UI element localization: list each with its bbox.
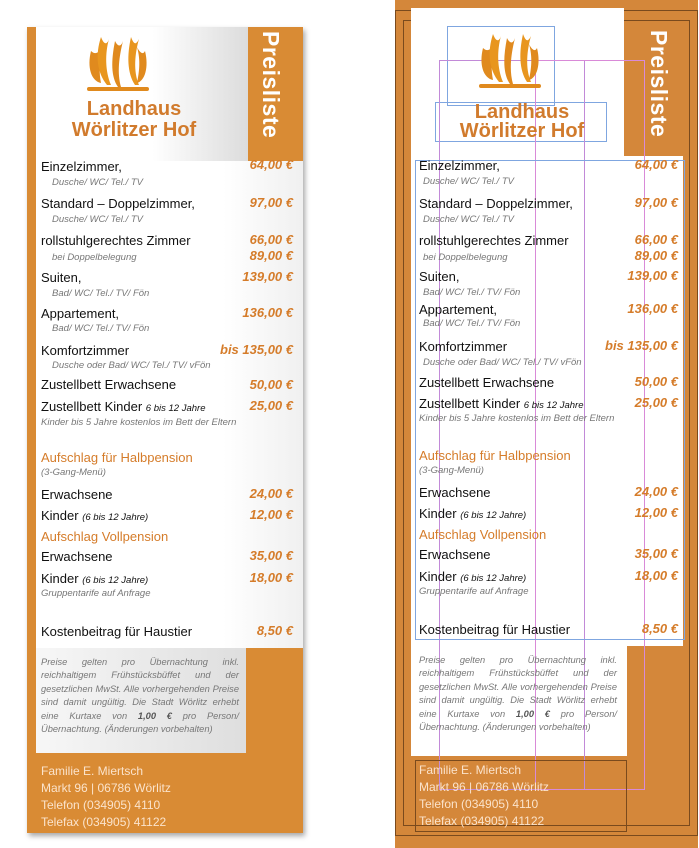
room-name: Standard – Doppelzimmer, <box>41 196 195 211</box>
room-name: rollstuhlgerechtes Zimmer <box>41 233 191 248</box>
room-details: Dusche/ WC/ Tel./ TV <box>423 214 514 225</box>
room-price: 66,00 € <box>634 232 678 247</box>
room-details: bei Doppelbelegung <box>423 252 508 263</box>
notice-amount: 1,00 € <box>137 710 172 721</box>
kids-price: 12,00 € <box>634 505 678 520</box>
room-name: Einzelzimmer, <box>419 158 500 173</box>
room-price: bis 135,00 € <box>605 338 678 353</box>
kids-price: 18,00 € <box>249 570 293 585</box>
adults-label: Erwachsene <box>41 549 113 564</box>
adults-label: Erwachsene <box>419 547 491 562</box>
room-name: Zustellbett Erwachsene <box>41 377 177 392</box>
room-name: Appartement, <box>419 302 498 317</box>
contact-name: Familie E. Miertsch <box>41 764 144 778</box>
kids-label-text: Kinder <box>41 571 79 586</box>
pet-price: 8,50 € <box>641 621 678 636</box>
room-price: 139,00 € <box>242 269 293 284</box>
room-price: 66,00 € <box>249 232 293 247</box>
kids-label-text: Kinder <box>419 569 457 584</box>
price-list-preview <box>27 27 303 833</box>
room-price: 50,00 € <box>249 377 293 392</box>
adults-label: Erwachsene <box>419 485 491 500</box>
pet-label: Kostenbeitrag für Haustier <box>41 624 193 639</box>
brand-line-1: Landhaus <box>474 101 570 123</box>
contact-fax: Telefax (034905) 41122 <box>419 814 545 828</box>
kids-age: (6 bis 12 Jahre) <box>460 573 527 584</box>
room-details: Bad/ WC/ Tel./ TV/ Fön <box>52 288 150 299</box>
room-name: Einzelzimmer, <box>41 159 122 174</box>
room-details: Dusche oder Bad/ WC/ Tel./ TV/ vFön <box>423 357 582 368</box>
section-subtitle: (3-Gang-Menü) <box>41 467 106 478</box>
room-name: Suiten, <box>41 270 82 285</box>
section-subtitle: (3-Gang-Menü) <box>419 465 484 476</box>
contact-fax: Telefax (034905) 41122 <box>41 815 167 829</box>
room-details: bei Doppelbelegung <box>52 252 137 263</box>
pet-price: 8,50 € <box>256 623 293 638</box>
room-price-double: 89,00 € <box>249 248 293 263</box>
room-price: 64,00 € <box>249 157 293 172</box>
room-price: bis 135,00 € <box>220 342 293 357</box>
adults-price: 35,00 € <box>249 548 293 563</box>
price-notice <box>41 656 239 736</box>
brand-line-1: Landhaus <box>86 98 182 120</box>
section-heading: Aufschlag für Halbpension <box>41 450 193 465</box>
kids-label-text: Kinder <box>419 506 457 521</box>
room-details: Bad/ WC/ Tel./ TV/ Fön <box>52 323 150 334</box>
adults-label: Erwachsene <box>41 487 113 502</box>
room-price: 50,00 € <box>634 374 678 389</box>
pet-label: Kostenbeitrag für Haustier <box>419 622 571 637</box>
section-heading: Aufschlag Vollpension <box>419 527 547 542</box>
room-name <box>419 396 583 411</box>
landhaus-logo-icon <box>85 33 151 93</box>
contact-phone: Telefon (034905) 4110 <box>419 797 539 811</box>
adults-price: 24,00 € <box>634 484 678 499</box>
room-name: Komfortzimmer <box>419 339 508 354</box>
room-details: Kinder bis 5 Jahre kostenlos im Bett der Eltern <box>41 417 237 428</box>
notice-text-end: pro Person/Übernachtung. (Änderungen vorbehalten) <box>419 708 617 733</box>
room-price: 136,00 € <box>242 305 293 320</box>
room-name-text: Zustellbett Kinder <box>41 399 143 414</box>
room-details: Dusche/ WC/ Tel./ TV <box>52 214 143 225</box>
kids-label <box>419 506 526 521</box>
kids-price: 18,00 € <box>634 568 678 583</box>
room-price: 97,00 € <box>249 195 293 210</box>
layout-view <box>395 0 698 848</box>
section-heading: Aufschlag Vollpension <box>41 529 169 544</box>
room-price-double: 89,00 € <box>634 248 678 263</box>
price-notice <box>419 654 617 734</box>
room-price: 25,00 € <box>634 395 678 410</box>
room-details: Bad/ WC/ Tel./ TV/ Fön <box>423 287 521 298</box>
room-details: Dusche oder Bad/ WC/ Tel./ TV/ vFön <box>52 360 211 371</box>
adults-price: 24,00 € <box>249 486 293 501</box>
notice-text: Preise gelten pro Übernachtung inkl. reichhaltigem Frühstücksbüffet und der gesetzlichen MwSt. Alle vorhergehenden Preise sind damit ungültig. Die Stadt Wörlitz erhebt eine Kurtaxe von <box>419 655 617 719</box>
landhaus-logo-icon <box>477 30 543 90</box>
room-name: rollstuhlgerechtes Zimmer <box>419 233 569 248</box>
kids-price: 12,00 € <box>249 507 293 522</box>
contact-address: Markt 96 | 06786 Wörlitz <box>419 780 549 794</box>
room-name: Standard – Doppelzimmer, <box>419 196 573 211</box>
room-name-text: Zustellbett Kinder <box>419 396 521 411</box>
kids-label <box>41 508 148 523</box>
contact-address: Markt 96 | 06786 Wörlitz <box>41 781 171 795</box>
adults-price: 35,00 € <box>634 546 678 561</box>
room-price: 97,00 € <box>634 195 678 210</box>
kids-age: (6 bis 12 Jahre) <box>82 575 149 586</box>
kids-label-text: Kinder <box>41 508 79 523</box>
section-heading: Aufschlag für Halbpension <box>419 448 571 463</box>
kids-age: (6 bis 12 Jahre) <box>460 510 527 521</box>
room-details: Bad/ WC/ Tel./ TV/ Fön <box>423 318 521 329</box>
room-name: Suiten, <box>419 269 460 284</box>
group-note: Gruppentarife auf Anfrage <box>419 586 529 597</box>
room-name <box>41 399 205 414</box>
kids-label <box>419 569 526 584</box>
brand-line-2: Wörlitzer Hof <box>459 120 585 142</box>
notice-text: Preise gelten pro Übernachtung inkl. reichhaltigem Frühstücksbüffet und der gesetzlichen MwSt. Alle vorhergehenden Preise sind damit ungültig. Die Stadt Wörlitz erhebt eine Kurtaxe von <box>41 657 239 721</box>
tab-title: Preisliste <box>258 31 284 139</box>
kids-label <box>41 571 148 586</box>
room-details: Kinder bis 5 Jahre kostenlos im Bett der Eltern <box>419 413 615 424</box>
kids-age: (6 bis 12 Jahre) <box>82 512 149 523</box>
room-name: Appartement, <box>41 306 120 321</box>
room-details: Dusche/ WC/ Tel./ TV <box>52 177 143 188</box>
brand-line-2: Wörlitzer Hof <box>71 119 197 141</box>
group-note: Gruppentarife auf Anfrage <box>41 588 151 599</box>
room-price: 25,00 € <box>249 398 293 413</box>
room-name: Komfortzimmer <box>41 343 130 358</box>
room-details: Dusche/ WC/ Tel./ TV <box>423 176 514 187</box>
room-price: 64,00 € <box>634 157 678 172</box>
contact-phone: Telefon (034905) 4110 <box>41 798 161 812</box>
tab-title: Preisliste <box>646 30 672 138</box>
notice-amount: 1,00 € <box>515 708 550 719</box>
room-price: 136,00 € <box>627 301 678 316</box>
room-price: 139,00 € <box>627 268 678 283</box>
room-name-age: 6 bis 12 Jahre <box>145 403 206 414</box>
room-name: Zustellbett Erwachsene <box>419 375 555 390</box>
notice-text-end: pro Person/Übernachtung. (Änderungen vorbehalten) <box>41 710 239 735</box>
contact-name: Familie E. Miertsch <box>419 763 522 777</box>
room-name-age: 6 bis 12 Jahre <box>523 400 584 411</box>
